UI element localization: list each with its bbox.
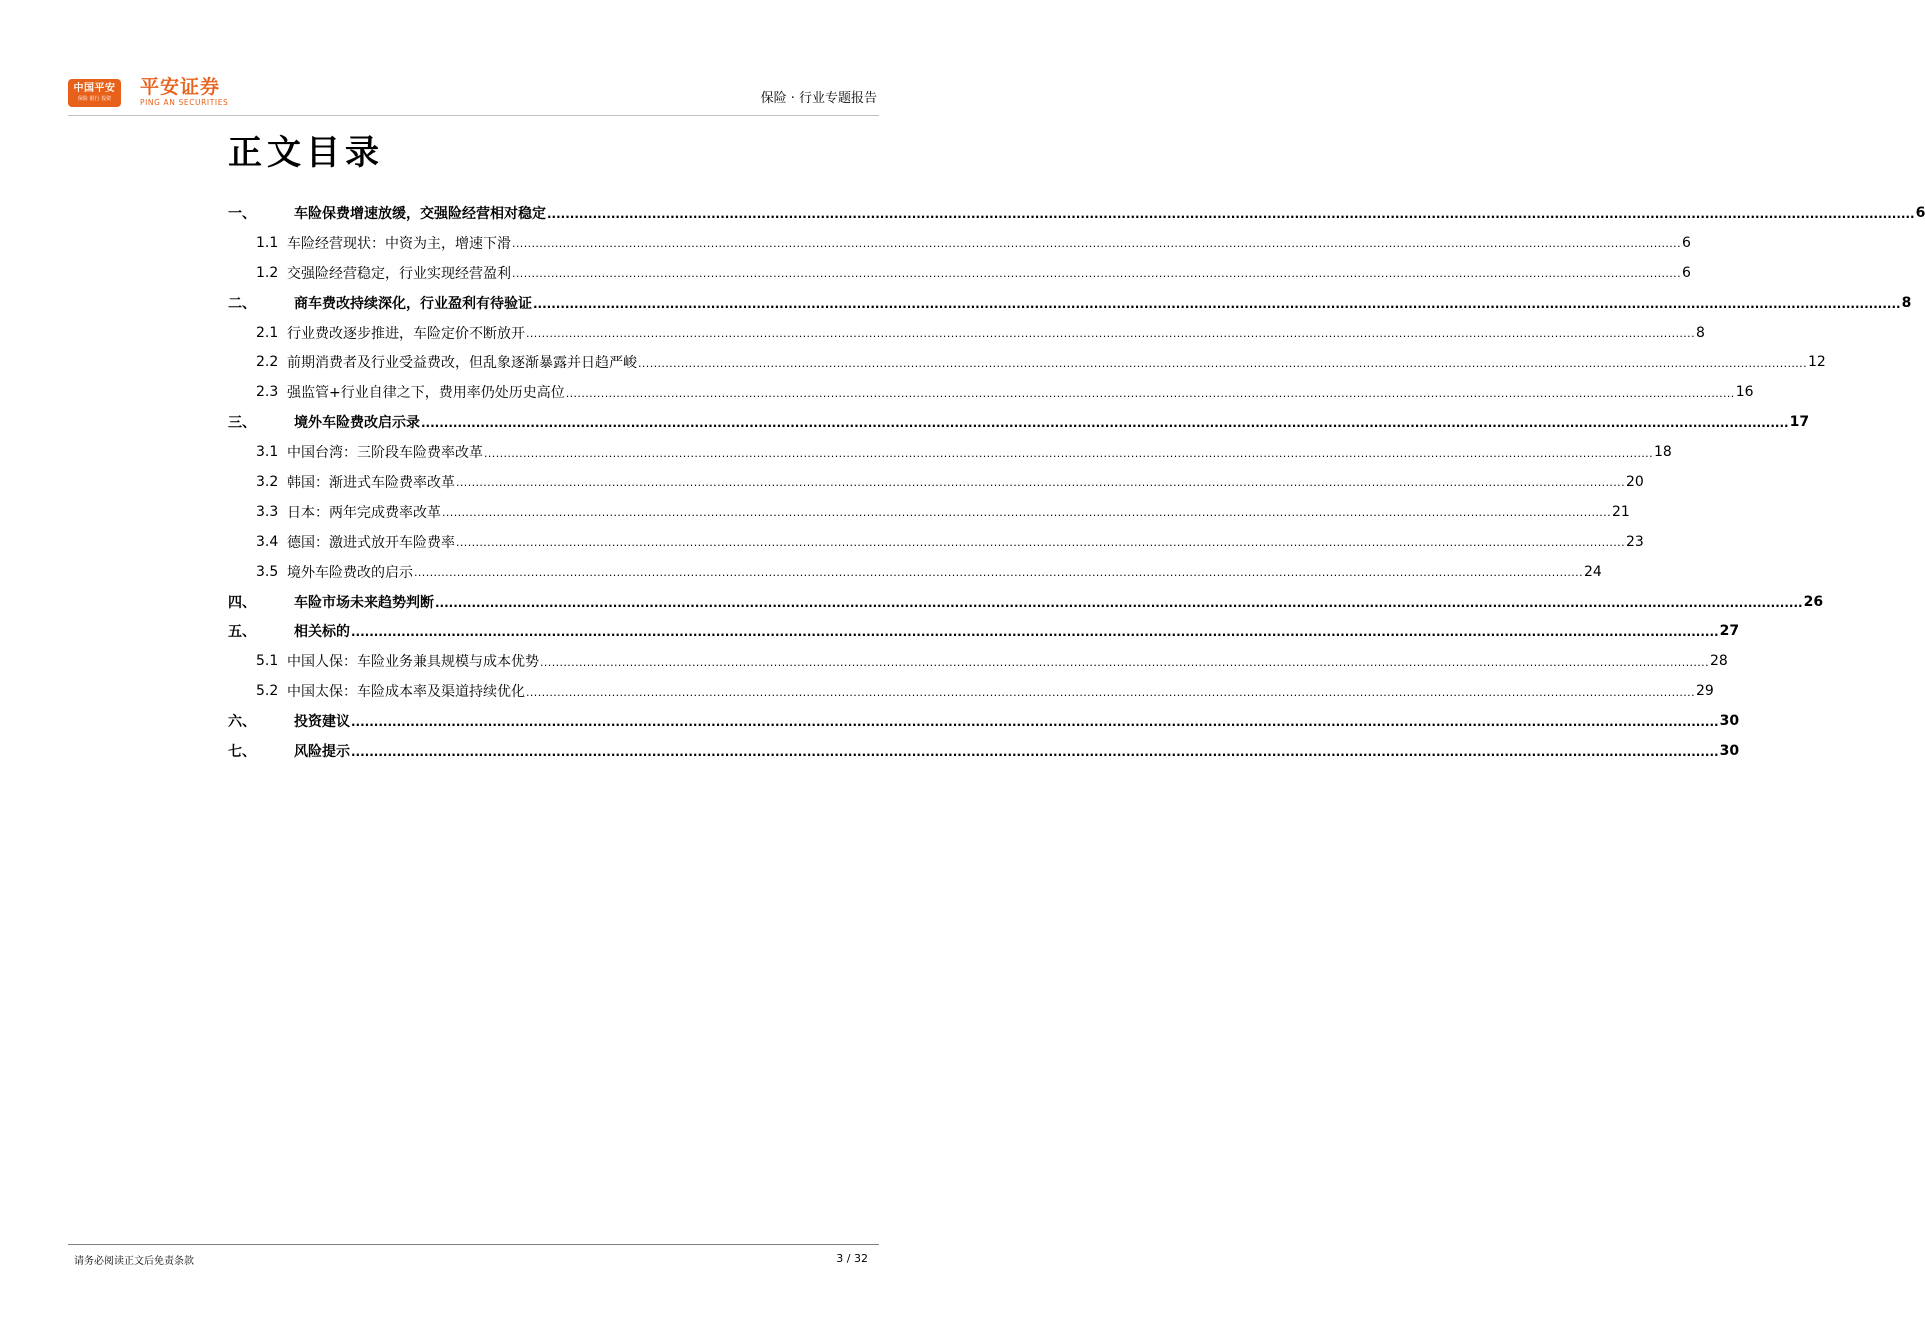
toc-dot-leader: ............................................................................................................................................................................................................................................................................................................ (456, 536, 1625, 550)
toc-entry-page: 12 (1807, 354, 1826, 371)
toc-entry-page: 21 (1611, 503, 1630, 520)
toc-entry-number: 3.1 (256, 444, 279, 461)
page-header (68, 76, 879, 116)
toc-entry-page: 30 (1719, 713, 1740, 730)
toc-entry-title: 投资建议 (294, 714, 350, 731)
toc-entry-number: 1.1 (256, 234, 279, 251)
toc-dot-leader: ............................................................................................................................................................................................................................................................................................................ (456, 476, 1625, 490)
toc-entry-title: 相关标的 (294, 624, 350, 641)
toc-entry-number: 七、 (228, 743, 256, 760)
toc-entry-title: 韩国：渐进式车险费率改革 (287, 474, 455, 491)
toc-entry-title: 车险保费增速放缓，交强险经营相对稳定 (294, 205, 546, 222)
toc-entry-page: 24 (1583, 563, 1602, 580)
toc-entry-title: 中国人保：车险业务兼具规模与成本优势 (287, 654, 539, 671)
toc-dot-leader: ............................................................................................................................................................................................................................................................................................................ (533, 296, 1901, 311)
footer-disclaimer: 请务必阅读正文后免责条款 (74, 1256, 194, 1267)
toc-entry-page: 26 (1803, 593, 1824, 610)
toc-entry-page: 30 (1719, 742, 1740, 759)
toc-entry-number: 3.3 (256, 503, 279, 520)
toc-entry-title: 车险市场未来趋势判断 (294, 594, 434, 611)
toc-entry-title: 德国：激进式放开车险费率 (287, 534, 455, 551)
toc-entry-title: 交强险经营稳定，行业实现经营盈利 (287, 265, 511, 282)
toc-section-entry[interactable] (228, 258, 1691, 288)
toc-dot-leader: ............................................................................................................................................................................................................................................................................................................ (547, 206, 1915, 221)
toc-entry-number: 3.4 (256, 533, 279, 550)
toc-entry-number: 六、 (228, 714, 256, 731)
toc-entry-number: 1.2 (256, 264, 279, 281)
toc-dot-leader: ............................................................................................................................................................................................................................................................................................................ (526, 685, 1695, 699)
toc-chapter-entry[interactable] (228, 288, 1912, 318)
toc-dot-leader: ............................................................................................................................................................................................................................................................................................................ (442, 506, 1611, 520)
toc-section-entry[interactable] (228, 437, 1672, 467)
logo-badge-line2: 保险 银行 投资 (77, 96, 112, 102)
toc-entry-number: 四、 (228, 594, 256, 611)
toc-entry-number: 5.2 (256, 683, 279, 700)
toc-entry-page: 27 (1719, 623, 1740, 640)
toc-entry-title: 中国台湾：三阶段车险费率改革 (287, 445, 483, 462)
toc-entry-number: 2.2 (256, 354, 279, 371)
toc-entry-number: 5.1 (256, 653, 279, 670)
toc-entry-page: 6 (1681, 264, 1691, 281)
toc-entry-page: 6 (1915, 204, 1925, 221)
toc-entry-page: 28 (1709, 653, 1728, 670)
toc-section-entry[interactable] (228, 347, 1826, 377)
toc-section-entry[interactable] (228, 497, 1630, 527)
toc-entry-number: 2.3 (256, 384, 279, 401)
toc-dot-leader: ............................................................................................................................................................................................................................................................................................................ (414, 566, 1583, 580)
table-of-contents (228, 198, 1925, 766)
toc-chapter-entry[interactable] (228, 736, 1740, 766)
toc-entry-title: 行业费改逐步推进，车险定价不断放开 (287, 325, 525, 342)
toc-section-entry[interactable] (228, 557, 1602, 587)
toc-entry-title: 前期消费者及行业受益费改，但乱象逐渐暴露并日趋严峻 (287, 355, 637, 372)
toc-section-entry[interactable] (228, 527, 1644, 557)
toc-entry-number: 2.1 (256, 324, 279, 341)
ping-an-group-logo (68, 79, 121, 107)
toc-entry-title: 日本：两年完成费率改革 (287, 504, 441, 521)
toc-section-entry[interactable] (228, 646, 1728, 676)
toc-entry-page: 18 (1653, 444, 1672, 461)
toc-entry-title: 中国太保：车险成本率及渠道持续优化 (287, 684, 525, 701)
brand-logo (140, 76, 228, 107)
toc-entry-page: 17 (1789, 414, 1810, 431)
toc-entry-number: 五、 (228, 624, 256, 641)
toc-section-entry[interactable] (228, 467, 1644, 497)
toc-section-entry[interactable] (228, 318, 1705, 348)
toc-chapter-entry[interactable] (228, 706, 1740, 736)
toc-entry-page: 23 (1625, 533, 1644, 550)
toc-dot-leader: ............................................................................................................................................................................................................................................................................................................ (351, 744, 1719, 759)
toc-section-entry[interactable] (228, 377, 1754, 407)
page-number: 3 / 32 (836, 1252, 868, 1265)
toc-entry-title: 境外车险费改启示录 (294, 415, 420, 432)
toc-dot-leader: ............................................................................................................................................................................................................................................................................................................ (526, 327, 1695, 340)
toc-chapter-entry[interactable] (228, 587, 1824, 617)
toc-entry-title: 风险提示 (294, 743, 350, 760)
toc-dot-leader: ............................................................................................................................................................................................................................................................................................................ (565, 386, 1735, 400)
page-title: 正文目录 (228, 133, 384, 173)
brand-name-cn: 平安证券 (140, 76, 221, 98)
toc-entry-page: 29 (1695, 683, 1714, 700)
toc-section-entry[interactable] (228, 676, 1714, 706)
toc-dot-leader: ............................................................................................................................................................................................................................................................................................................ (484, 446, 1653, 460)
toc-entry-page: 6 (1681, 234, 1691, 251)
toc-entry-title: 境外车险费改的启示 (287, 564, 413, 581)
toc-entry-title: 商车费改持续深化，行业盈利有待验证 (294, 295, 532, 312)
toc-dot-leader: ............................................................................................................................................................................................................................................................................................................ (540, 655, 1709, 669)
toc-entry-number: 3.2 (256, 473, 279, 490)
toc-dot-leader: ............................................................................................................................................................................................................................................................................................................ (351, 715, 1719, 730)
toc-chapter-entry[interactable] (228, 616, 1740, 646)
toc-entry-page: 8 (1901, 294, 1912, 311)
brand-name-en: PING AN SECURITIES (140, 98, 229, 107)
toc-section-entry[interactable] (228, 228, 1691, 258)
toc-entry-number: 三、 (228, 415, 256, 432)
toc-dot-leader: ............................................................................................................................................................................................................................................................................................................ (638, 356, 1807, 370)
footer-divider (68, 1244, 879, 1245)
toc-dot-leader: ............................................................................................................................................................................................................................................................................................................ (435, 595, 1803, 610)
toc-entry-page: 16 (1735, 384, 1754, 401)
toc-entry-number: 一、 (228, 205, 256, 222)
toc-entry-page: 8 (1695, 324, 1705, 341)
toc-dot-leader: ............................................................................................................................................................................................................................................................................................................ (512, 267, 1681, 281)
header-divider (68, 115, 879, 116)
logo-badge-line1: 中国平安 (73, 83, 116, 94)
toc-entry-page: 20 (1625, 473, 1644, 490)
toc-entry-title: 强监管+行业自律之下，费用率仍处历史高位 (287, 385, 565, 402)
toc-entry-number: 二、 (228, 295, 256, 312)
report-type: 保险 · 行业专题报告 (760, 91, 877, 106)
toc-chapter-entry[interactable] (228, 198, 1925, 228)
toc-chapter-entry[interactable] (228, 407, 1810, 437)
toc-entry-number: 3.5 (256, 563, 279, 580)
toc-dot-leader: ............................................................................................................................................................................................................................................................................................................ (421, 416, 1789, 431)
toc-dot-leader: ............................................................................................................................................................................................................................................................................................................ (351, 625, 1719, 640)
toc-dot-leader: ............................................................................................................................................................................................................................................................................................................ (512, 237, 1681, 251)
toc-entry-title: 车险经营现状：中资为主，增速下滑 (287, 235, 511, 252)
